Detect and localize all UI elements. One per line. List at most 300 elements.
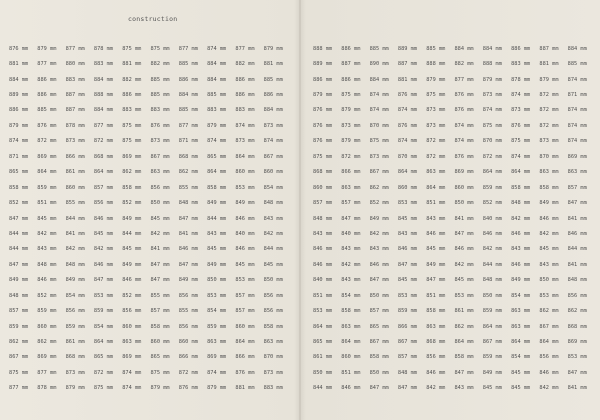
measurement-value: 848 mm (397, 369, 418, 376)
measurement-value: 885 mm (37, 107, 57, 114)
measurement-value: 845 mm (263, 261, 283, 268)
measurement-value: 842 mm (539, 230, 559, 237)
measurement-value: 867 mm (539, 323, 559, 330)
measurement-value: 870 mm (369, 122, 389, 129)
measurement-row (313, 273, 596, 288)
measurement-value: 885 mm (150, 92, 170, 99)
measurement-value: 866 mm (341, 169, 361, 176)
measurement-value: 841 mm (150, 246, 170, 253)
measurement-value: 855 mm (178, 184, 198, 191)
measurement-value: 854 mm (341, 292, 361, 299)
measurement-value: 887 mm (341, 61, 361, 68)
measurement-value: 852 mm (369, 200, 389, 207)
measurement-value: 849 mm (482, 369, 502, 376)
measurement-value: 860 mm (235, 323, 255, 330)
measurement-value: 847 mm (426, 277, 446, 284)
measurement-value: 874 mm (567, 76, 587, 83)
measurement-value: 884 mm (369, 76, 389, 83)
measurement-value: 847 mm (369, 385, 389, 392)
measurement-value: 856 mm (178, 292, 198, 299)
measurement-value: 849 mm (207, 200, 227, 207)
measurement-value: 862 mm (369, 184, 389, 191)
measurement-value: 872 mm (539, 107, 559, 114)
measurement-value: 857 mm (235, 308, 255, 315)
measurement-value: 864 mm (426, 184, 446, 191)
measurement-value: 874 mm (263, 138, 283, 145)
measurement-value: 874 mm (369, 92, 389, 99)
measurement-value: 867 mm (369, 339, 389, 346)
measurement-value: 874 mm (207, 369, 227, 376)
measurement-value: 887 mm (397, 61, 418, 68)
measurement-value: 847 mm (567, 369, 587, 376)
measurement-value: 848 mm (37, 261, 57, 268)
measurement-value: 843 mm (511, 246, 531, 253)
measurement-value: 873 mm (539, 138, 559, 145)
measurement-value: 846 mm (426, 369, 446, 376)
measurement-value: 860 mm (263, 169, 283, 176)
measurement-value: 859 mm (482, 308, 502, 315)
measurement-value: 876 mm (454, 92, 474, 99)
measurement-value: 860 mm (341, 354, 361, 361)
measurement-value: 843 mm (397, 230, 418, 237)
measurement-row (313, 72, 596, 87)
measurement-value: 847 mm (369, 277, 389, 284)
measurement-value: 876 mm (313, 122, 333, 129)
measurement-value: 879 mm (150, 385, 170, 392)
measurement-value: 874 mm (567, 122, 587, 129)
measurement-row (9, 350, 292, 365)
measurement-value: 845 mm (511, 385, 531, 392)
measurement-value: 845 mm (426, 246, 446, 253)
measurement-value: 850 mm (313, 369, 333, 376)
measurement-value: 859 mm (482, 184, 502, 191)
measurement-value: 873 mm (511, 107, 531, 114)
measurement-row (313, 195, 596, 210)
measurement-value: 888 mm (313, 45, 333, 52)
measurement-value: 849 mm (511, 277, 531, 284)
measurement-value: 846 mm (454, 246, 474, 253)
measurement-value: 856 mm (65, 308, 85, 315)
measurement-value: 863 mm (207, 339, 227, 346)
measurement-value: 856 mm (567, 292, 587, 299)
measurement-value: 882 mm (454, 61, 474, 68)
measurement-value: 847 mm (93, 277, 114, 284)
measurement-value: 868 mm (178, 153, 198, 160)
measurement-value: 846 mm (539, 215, 559, 222)
measurement-value: 860 mm (65, 184, 85, 191)
measurement-value: 864 mm (539, 339, 559, 346)
measurement-value: 882 mm (235, 61, 255, 68)
measurement-value: 843 mm (539, 261, 559, 268)
page-fold (299, 0, 301, 420)
measurement-value: 853 mm (235, 277, 255, 284)
measurement-value: 856 mm (178, 323, 198, 330)
measurement-value: 843 mm (454, 385, 474, 392)
measurement-value: 863 mm (341, 184, 361, 191)
measurement-value: 854 mm (263, 184, 283, 191)
measurement-row (313, 257, 596, 272)
measurement-value: 873 mm (426, 107, 446, 114)
measurement-value: 842 mm (426, 385, 446, 392)
measurement-value: 888 mm (93, 92, 114, 99)
measurement-value: 853 mm (567, 354, 587, 361)
measurement-value: 874 mm (454, 138, 474, 145)
measurement-value: 876 mm (313, 107, 333, 114)
measurement-value: 850 mm (207, 277, 227, 284)
measurement-value: 845 mm (37, 215, 57, 222)
measurement-value: 872 mm (539, 92, 559, 99)
right-page-grid (313, 41, 596, 396)
measurement-value: 845 mm (482, 385, 502, 392)
measurement-value: 861 mm (313, 354, 333, 361)
measurement-value: 875 mm (150, 45, 170, 52)
measurement-value: 844 mm (9, 246, 29, 253)
measurement-value: 878 mm (65, 122, 85, 129)
measurement-value: 883 mm (93, 61, 114, 68)
measurement-value: 846 mm (313, 246, 333, 253)
measurement-value: 844 mm (9, 230, 29, 237)
measurement-value: 854 mm (207, 308, 227, 315)
measurement-value: 859 mm (93, 308, 114, 315)
measurement-value: 846 mm (397, 246, 418, 253)
measurement-value: 850 mm (369, 369, 389, 376)
measurement-value: 873 mm (263, 369, 283, 376)
measurement-value: 858 mm (539, 184, 559, 191)
measurement-row (313, 87, 596, 102)
measurement-value: 869 mm (37, 354, 57, 361)
measurement-value: 878 mm (93, 45, 114, 52)
measurement-value: 841 mm (454, 215, 474, 222)
measurement-row (313, 149, 596, 164)
measurement-value: 853 mm (207, 292, 227, 299)
measurement-value: 873 mm (341, 122, 361, 129)
measurement-value: 848 mm (178, 200, 198, 207)
measurement-value: 860 mm (397, 184, 418, 191)
measurement-value: 884 mm (93, 76, 114, 83)
measurement-value: 849 mm (207, 261, 227, 268)
measurement-value: 857 mm (369, 308, 389, 315)
measurement-value: 866 mm (65, 153, 85, 160)
measurement-row (9, 134, 292, 149)
measurement-value: 846 mm (235, 246, 255, 253)
measurement-value: 877 mm (9, 385, 29, 392)
measurement-value: 859 mm (207, 323, 227, 330)
measurement-value: 844 mm (122, 230, 142, 237)
measurement-value: 864 mm (93, 169, 114, 176)
measurement-row (9, 149, 292, 164)
measurement-value: 884 mm (207, 76, 227, 83)
measurement-value: 864 mm (482, 169, 502, 176)
measurement-value: 842 mm (482, 246, 502, 253)
measurement-value: 869 mm (567, 153, 587, 160)
measurement-row (313, 242, 596, 257)
measurement-value: 856 mm (539, 354, 559, 361)
measurement-value: 847 mm (178, 261, 198, 268)
measurement-value: 875 mm (150, 369, 170, 376)
measurement-value: 886 mm (341, 45, 361, 52)
measurement-value: 842 mm (511, 215, 531, 222)
measurement-row (313, 319, 596, 334)
measurement-value: 886 mm (313, 76, 333, 83)
measurement-value: 840 mm (313, 277, 333, 284)
measurement-value: 876 mm (9, 45, 29, 52)
measurement-value: 872 mm (93, 138, 114, 145)
measurement-value: 875 mm (511, 138, 531, 145)
measurement-value: 846 mm (235, 215, 255, 222)
measurement-value: 841 mm (178, 230, 198, 237)
measurement-value: 840 mm (482, 215, 502, 222)
measurement-value: 854 mm (511, 354, 531, 361)
measurement-value: 886 mm (235, 76, 255, 83)
measurement-value: 875 mm (369, 138, 389, 145)
measurement-value: 879 mm (207, 385, 227, 392)
measurement-value: 873 mm (369, 153, 389, 160)
measurement-value: 871 mm (9, 153, 29, 160)
measurement-value: 845 mm (539, 246, 559, 253)
measurement-value: 876 mm (178, 385, 198, 392)
measurement-value: 842 mm (539, 385, 559, 392)
measurement-value: 846 mm (93, 261, 114, 268)
measurement-value: 876 mm (511, 122, 531, 129)
measurement-value: 875 mm (426, 92, 446, 99)
measurement-value: 845 mm (235, 261, 255, 268)
measurement-value: 844 mm (567, 246, 587, 253)
measurement-value: 870 mm (482, 138, 502, 145)
measurement-value: 873 mm (65, 369, 85, 376)
measurement-value: 885 mm (150, 76, 170, 83)
measurement-value: 874 mm (122, 385, 142, 392)
measurement-value: 854 mm (65, 292, 85, 299)
measurement-value: 856 mm (93, 200, 114, 207)
measurement-value: 881 mm (263, 61, 283, 68)
measurement-value: 874 mm (567, 138, 587, 145)
measurement-value: 876 mm (397, 122, 418, 129)
measurement-value: 865 mm (150, 354, 170, 361)
measurement-value: 873 mm (263, 122, 283, 129)
measurement-value: 846 mm (539, 369, 559, 376)
measurement-value: 850 mm (539, 277, 559, 284)
measurement-row (313, 365, 596, 380)
measurement-value: 874 mm (207, 138, 227, 145)
measurement-value: 845 mm (397, 215, 418, 222)
measurement-value: 884 mm (482, 45, 502, 52)
measurement-value: 863 mm (426, 169, 446, 176)
measurement-value: 856 mm (426, 354, 446, 361)
measurement-value: 881 mm (9, 61, 29, 68)
measurement-value: 885 mm (178, 107, 198, 114)
measurement-value: 883 mm (150, 107, 170, 114)
measurement-value: 883 mm (207, 107, 227, 114)
measurement-value: 853 mm (539, 292, 559, 299)
measurement-value: 884 mm (93, 107, 114, 114)
measurement-row (9, 118, 292, 133)
measurement-value: 862 mm (178, 169, 198, 176)
measurement-value: 873 mm (235, 138, 255, 145)
measurement-value: 873 mm (65, 138, 85, 145)
measurement-value: 868 mm (313, 169, 333, 176)
measurement-value: 858 mm (263, 323, 283, 330)
measurement-value: 858 mm (207, 184, 227, 191)
measurement-value: 846 mm (313, 261, 333, 268)
measurement-value: 877 mm (37, 369, 57, 376)
measurement-value: 843 mm (37, 246, 57, 253)
measurement-row (9, 303, 292, 318)
measurement-row (9, 87, 292, 102)
measurement-value: 853 mm (313, 308, 333, 315)
measurement-value: 879 mm (37, 45, 57, 52)
measurement-row (9, 288, 292, 303)
measurement-value: 840 mm (341, 230, 361, 237)
measurement-value: 846 mm (511, 230, 531, 237)
measurement-value: 846 mm (482, 230, 502, 237)
measurement-value: 856 mm (263, 308, 283, 315)
measurement-value: 847 mm (454, 230, 474, 237)
measurement-value: 867 mm (369, 169, 389, 176)
measurement-value: 874 mm (511, 92, 531, 99)
measurement-value: 872 mm (539, 122, 559, 129)
measurement-value: 858 mm (426, 308, 446, 315)
measurement-value: 847 mm (454, 369, 474, 376)
measurement-value: 871 mm (567, 92, 587, 99)
measurement-value: 843 mm (369, 246, 389, 253)
measurement-value: 846 mm (369, 261, 389, 268)
measurement-row (9, 242, 292, 257)
measurement-value: 873 mm (482, 92, 502, 99)
measurement-row (9, 165, 292, 180)
measurement-row (313, 226, 596, 241)
measurement-value: 864 mm (511, 339, 531, 346)
measurement-value: 874 mm (369, 107, 389, 114)
measurement-value: 849 mm (235, 200, 255, 207)
measurement-row (9, 56, 292, 71)
measurement-value: 888 mm (482, 61, 502, 68)
measurement-value: 854 mm (511, 292, 531, 299)
measurement-value: 880 mm (65, 61, 85, 68)
measurement-value: 877 mm (65, 45, 85, 52)
measurement-value: 857 mm (93, 184, 114, 191)
measurement-value: 858 mm (9, 184, 29, 191)
measurement-value: 857 mm (341, 200, 361, 207)
measurement-value: 857 mm (235, 292, 255, 299)
measurement-value: 857 mm (567, 184, 587, 191)
measurement-value: 884 mm (567, 45, 587, 52)
measurement-value: 887 mm (65, 107, 85, 114)
measurement-value: 850 mm (482, 292, 502, 299)
measurement-value: 876 mm (37, 122, 57, 129)
measurement-value: 869 mm (454, 169, 474, 176)
measurement-value: 843 mm (341, 277, 361, 284)
measurement-value: 862 mm (122, 169, 142, 176)
measurement-value: 874 mm (397, 138, 418, 145)
measurement-value: 872 mm (178, 369, 198, 376)
measurement-value: 840 mm (235, 230, 255, 237)
measurement-value: 868 mm (426, 339, 446, 346)
measurement-value: 861 mm (65, 339, 85, 346)
measurement-value: 843 mm (313, 230, 333, 237)
measurement-value: 883 mm (511, 61, 531, 68)
measurement-value: 844 mm (263, 246, 283, 253)
measurement-value: 842 mm (93, 246, 114, 253)
measurement-value: 885 mm (369, 45, 389, 52)
measurement-row (9, 72, 292, 87)
measurement-value: 841 mm (567, 385, 587, 392)
measurement-value: 847 mm (567, 200, 587, 207)
measurement-value: 851 mm (426, 292, 446, 299)
measurement-value: 850 mm (369, 292, 389, 299)
measurement-value: 875 mm (9, 369, 29, 376)
measurement-row (9, 381, 292, 396)
measurement-value: 849 mm (539, 200, 559, 207)
measurement-value: 886 mm (37, 92, 57, 99)
measurement-value: 864 mm (313, 323, 333, 330)
left-page-grid (9, 41, 292, 396)
measurement-value: 860 mm (178, 339, 198, 346)
measurement-value: 846 mm (567, 230, 587, 237)
measurement-value: 883 mm (122, 107, 142, 114)
measurement-row (313, 134, 596, 149)
measurement-value: 874 mm (397, 107, 418, 114)
measurement-value: 886 mm (263, 92, 283, 99)
measurement-value: 885 mm (263, 76, 283, 83)
measurement-row (313, 180, 596, 195)
measurement-value: 877 mm (93, 122, 114, 129)
measurement-value: 864 mm (235, 339, 255, 346)
measurement-value: 885 mm (178, 61, 198, 68)
measurement-value: 872 mm (482, 153, 502, 160)
measurement-value: 845 mm (122, 246, 142, 253)
measurement-value: 862 mm (567, 308, 587, 315)
measurement-row (9, 103, 292, 118)
measurement-value: 860 mm (454, 184, 474, 191)
measurement-value: 846 mm (511, 261, 531, 268)
measurement-value: 872 mm (93, 369, 114, 376)
measurement-value: 849 mm (9, 277, 29, 284)
measurement-value: 860 mm (150, 339, 170, 346)
measurement-value: 863 mm (426, 323, 446, 330)
measurement-value: 886 mm (122, 92, 142, 99)
measurement-value: 884 mm (207, 61, 227, 68)
measurement-value: 844 mm (207, 215, 227, 222)
measurement-value: 856 mm (150, 184, 170, 191)
measurement-value: 883 mm (235, 107, 255, 114)
measurement-value: 874 mm (122, 369, 142, 376)
measurement-value: 849 mm (65, 277, 85, 284)
measurement-value: 865 mm (207, 153, 227, 160)
measurement-value: 866 mm (397, 323, 418, 330)
measurement-value: 879 mm (65, 385, 85, 392)
measurement-value: 869 mm (122, 153, 142, 160)
measurement-row (313, 288, 596, 303)
measurement-value: 850 mm (263, 277, 283, 284)
measurement-value: 876 mm (454, 153, 474, 160)
measurement-row (9, 211, 292, 226)
measurement-value: 865 mm (369, 323, 389, 330)
measurement-value: 865 mm (93, 354, 114, 361)
measurement-value: 881 mm (397, 76, 418, 83)
measurement-row (313, 56, 596, 71)
measurement-value: 842 mm (341, 261, 361, 268)
measurement-value: 852 mm (9, 200, 29, 207)
measurement-value: 867 mm (482, 339, 502, 346)
measurement-value: 886 mm (37, 76, 57, 83)
measurement-value: 883 mm (65, 76, 85, 83)
measurement-row (9, 41, 292, 56)
measurement-value: 884 mm (178, 92, 198, 99)
measurement-value: 852 mm (122, 292, 142, 299)
measurement-value: 847 mm (150, 261, 170, 268)
measurement-value: 863 mm (511, 308, 531, 315)
measurement-value: 843 mm (426, 215, 446, 222)
